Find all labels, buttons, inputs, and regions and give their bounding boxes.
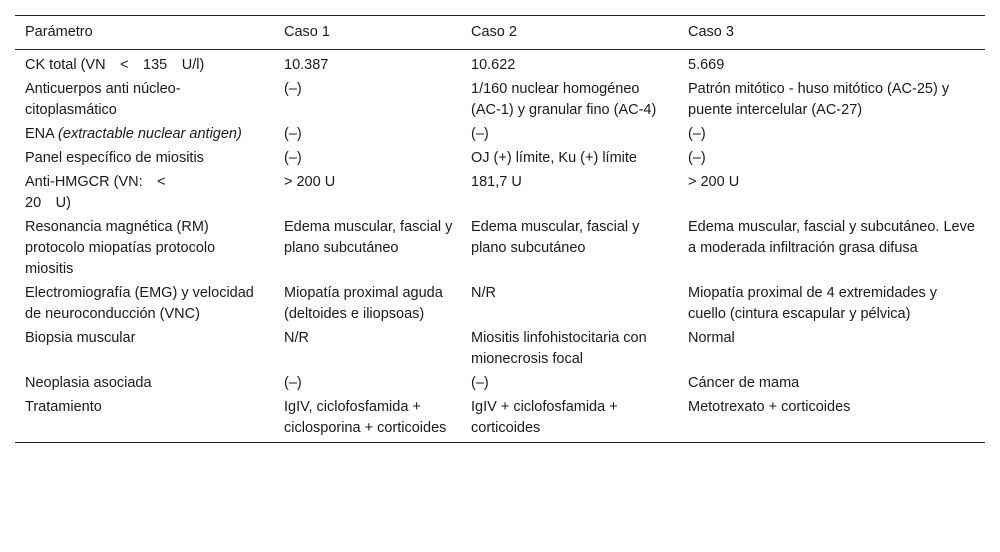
caso3-cell: Cáncer de mama bbox=[688, 375, 800, 391]
table-row bbox=[15, 171, 985, 216]
table-row bbox=[15, 147, 985, 171]
caso1-cell: 10.387 bbox=[284, 57, 329, 73]
param-cell: Panel específico de miositis bbox=[25, 150, 204, 166]
param-cell: Anti-HMGCR (VN: < 20 U) bbox=[25, 174, 181, 211]
param-cell: CK total (VN < 135 U/l) bbox=[25, 57, 205, 73]
param-cell: Tratamiento bbox=[25, 399, 102, 415]
caso3-cell: 5.669 bbox=[688, 57, 725, 73]
clinical-table-container bbox=[15, 15, 985, 443]
header-parametro: Parámetro bbox=[25, 24, 93, 40]
table-row bbox=[15, 372, 985, 396]
header-row bbox=[15, 16, 985, 50]
caso1-cell: Edema muscular, fascial y plano subcutáneo bbox=[284, 219, 453, 256]
table-row bbox=[15, 123, 985, 147]
caso3-cell: (–) bbox=[688, 126, 706, 142]
caso3-cell: Metotrexato + corticoides bbox=[688, 399, 851, 415]
caso1-cell: (–) bbox=[284, 126, 302, 142]
header-caso-1: Caso 1 bbox=[284, 24, 330, 40]
table-row bbox=[15, 327, 985, 372]
table-row bbox=[15, 50, 985, 79]
param-cell: Electromiografía (EMG) y velocidad de neuroconducción (VNC) bbox=[25, 285, 254, 322]
caso3-cell: Normal bbox=[688, 330, 735, 346]
clinical-cases-table bbox=[15, 15, 985, 443]
caso3-cell: Miopatía proximal de 4 extremidades y cuello (cintura escapular y pélvica) bbox=[688, 285, 938, 322]
caso1-cell: Miopatía proximal aguda (deltoides e iliopsoas) bbox=[284, 285, 443, 322]
caso2-cell: (–) bbox=[471, 126, 489, 142]
caso3-cell: > 200 U bbox=[688, 174, 740, 190]
caso1-cell: IgIV, ciclofosfamida + ciclosporina + corticoides bbox=[284, 399, 447, 436]
header-caso-3: Caso 3 bbox=[688, 24, 734, 40]
param-cell: Neoplasia asociada bbox=[25, 375, 152, 391]
table-row bbox=[15, 396, 985, 443]
caso2-cell: OJ (+) límite, Ku (+) límite bbox=[471, 150, 637, 166]
caso2-cell: IgIV + ciclofosfamida + corticoides bbox=[471, 399, 618, 436]
param-cell: Resonancia magnética (RM) protocolo miopatías protocolo miositis bbox=[25, 219, 216, 277]
caso3-cell: (–) bbox=[688, 150, 706, 166]
param-text: ENA bbox=[25, 126, 59, 142]
caso1-cell: (–) bbox=[284, 375, 302, 391]
caso2-cell: N/R bbox=[471, 285, 496, 301]
param-cell: Anticuerpos anti núcleo-citoplasmático bbox=[25, 81, 181, 118]
caso3-cell: Edema muscular, fascial y subcutáneo. Leve a moderada infiltración grasa difusa bbox=[688, 219, 975, 256]
caso2-cell: 181,7 U bbox=[471, 174, 522, 190]
header-caso-2: Caso 2 bbox=[471, 24, 517, 40]
table-row bbox=[15, 282, 985, 327]
caso1-cell: > 200 U bbox=[284, 174, 336, 190]
param-italic-text: (extractable nuclear antigen) bbox=[58, 126, 242, 142]
caso2-cell: Miositis linfohistocitaria con mionecrosis focal bbox=[471, 330, 647, 367]
param-cell bbox=[15, 123, 274, 147]
caso1-cell: N/R bbox=[284, 330, 309, 346]
caso2-cell: (–) bbox=[471, 375, 489, 391]
param-cell: Biopsia muscular bbox=[25, 330, 136, 346]
caso1-cell: (–) bbox=[284, 150, 302, 166]
caso2-cell: Edema muscular, fascial y plano subcutáneo bbox=[471, 219, 640, 256]
table-row bbox=[15, 216, 985, 282]
table-row bbox=[15, 78, 985, 123]
caso2-cell: 1/160 nuclear homogéneo (AC-1) y granular fino (AC-4) bbox=[471, 81, 657, 118]
caso3-cell: Patrón mitótico - huso mitótico (AC-25) y puente intercelular (AC-27) bbox=[688, 81, 950, 118]
caso2-cell: 10.622 bbox=[471, 57, 516, 73]
caso1-cell: (–) bbox=[284, 81, 302, 97]
